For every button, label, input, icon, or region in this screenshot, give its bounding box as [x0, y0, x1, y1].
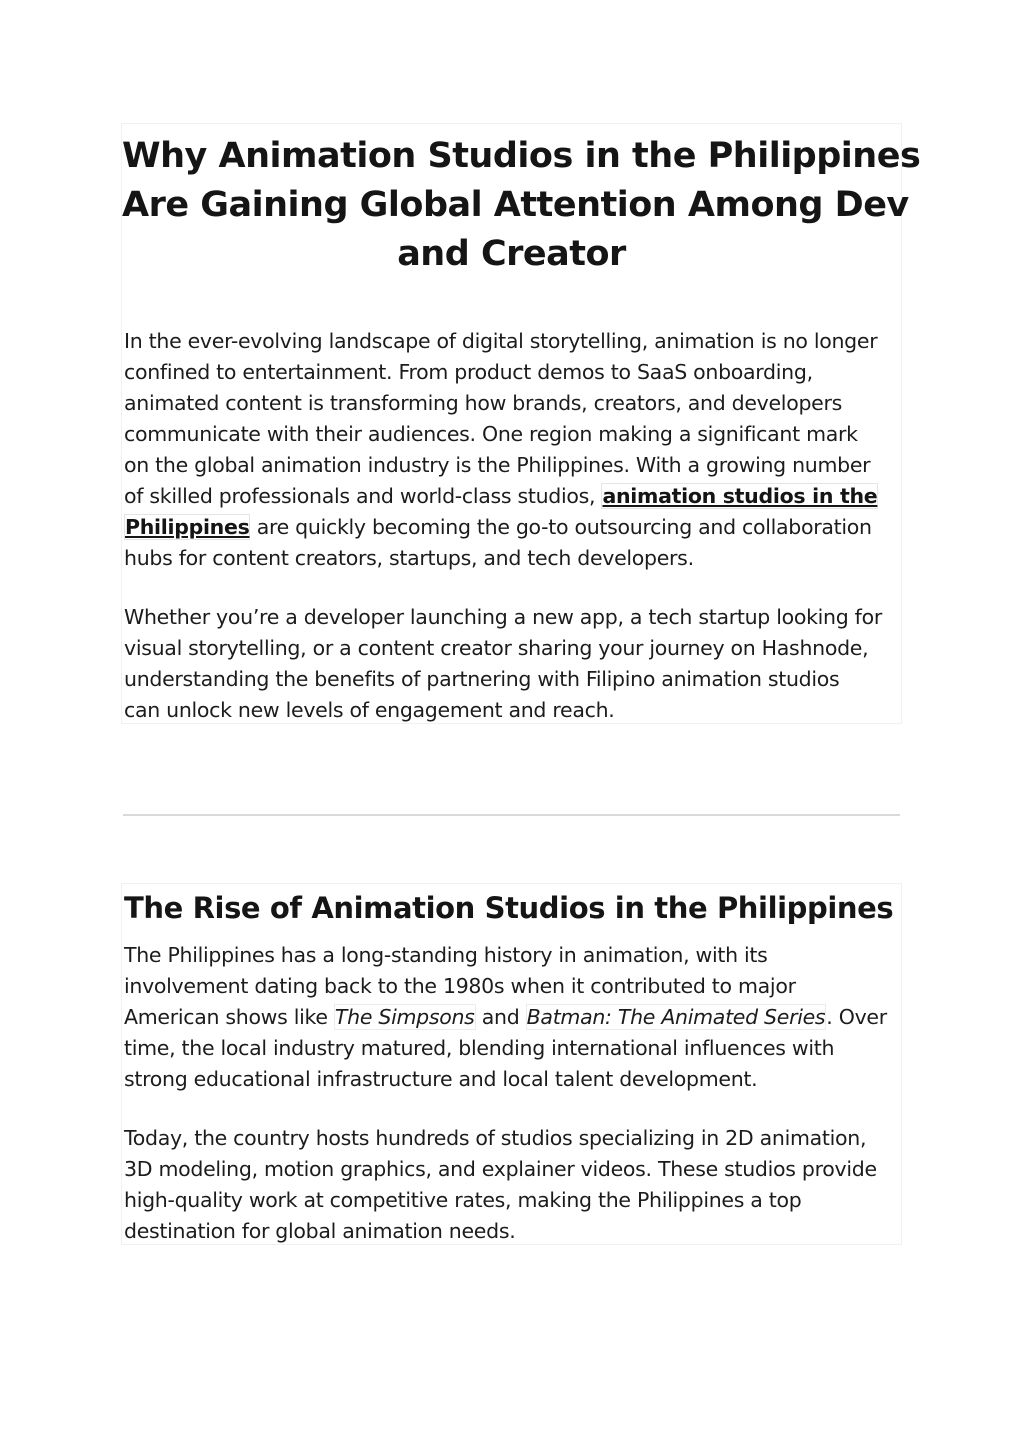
paragraph-line: confined to entertainment. From product demos to SaaS onboarding, [124, 360, 813, 384]
paragraph-line: communicate with their audiences. One region making a significant mark [124, 422, 858, 446]
intro-paragraph-2 [124, 602, 882, 726]
paragraph-line: on the global animation industry is the Philippines. With a growing number [124, 453, 871, 477]
paragraph-text: American shows like [124, 1005, 334, 1029]
paragraph-line: high-quality work at competitive rates, making the Philippines a top [124, 1188, 802, 1212]
paragraph-line: Today, the country hosts hundreds of studios specializing in 2D animation, [124, 1126, 867, 1150]
paragraph-line: can unlock new levels of engagement and reach. [124, 698, 615, 722]
section-divider [123, 814, 900, 816]
paragraph-line: understanding the benefits of partnering with Filipino animation studios [124, 667, 840, 691]
paragraph-line: The Philippines has a long-standing history in animation, with its [124, 943, 768, 967]
paragraph-line: animated content is transforming how brands, creators, and developers [124, 391, 842, 415]
paragraph-line: In the ever-evolving landscape of digital storytelling, animation is no longer [124, 329, 878, 353]
animation-studios-link[interactable]: animation studios in the [602, 484, 878, 508]
section-heading: The Rise of Animation Studios in the Philippines [124, 891, 894, 925]
paragraph-text: are quickly becoming the go-to outsourcing and collaboration [250, 515, 872, 539]
paragraph-line: Whether you’re a developer launching a new app, a tech startup looking for [124, 605, 882, 629]
paragraph-line [124, 1002, 887, 1033]
paragraph-line: 3D modeling, motion graphics, and explainer videos. These studios provide [124, 1157, 877, 1181]
paragraph-line: involvement dating back to the 1980s when it contributed to major [124, 974, 796, 998]
section-paragraph-2 [124, 1123, 877, 1247]
intro-paragraph-1 [124, 326, 878, 574]
paragraph-line: destination for global animation needs. [124, 1219, 516, 1243]
title-line: and Creator [397, 234, 626, 274]
paragraph-line: time, the local industry matured, blending international influences with [124, 1036, 835, 1060]
paragraph-line: visual storytelling, or a content creator sharing your journey on Hashnode, [124, 636, 869, 660]
paragraph-line [124, 512, 878, 543]
paragraph-line: strong educational infrastructure and local talent development. [124, 1067, 758, 1091]
paragraph-text: of skilled professionals and world-class studios, [124, 484, 602, 508]
article-title [122, 132, 921, 279]
paragraph-text: and [475, 1005, 526, 1029]
title-line: Why Animation Studios in the Philippines [122, 136, 921, 176]
animation-studios-link-continued[interactable]: Philippines [125, 515, 250, 539]
intro-section [121, 123, 921, 724]
show-title-simpsons: The Simpsons [334, 1005, 475, 1029]
rise-section [121, 883, 902, 1245]
paragraph-line [124, 481, 878, 512]
paragraph-line: hubs for content creators, startups, and tech developers. [124, 546, 694, 570]
section-paragraph-1 [124, 940, 887, 1095]
show-title-batman: Batman: The Animated Series [526, 1005, 826, 1029]
paragraph-text: . Over [826, 1005, 887, 1029]
title-line: Are Gaining Global Attention Among Dev [122, 185, 909, 225]
